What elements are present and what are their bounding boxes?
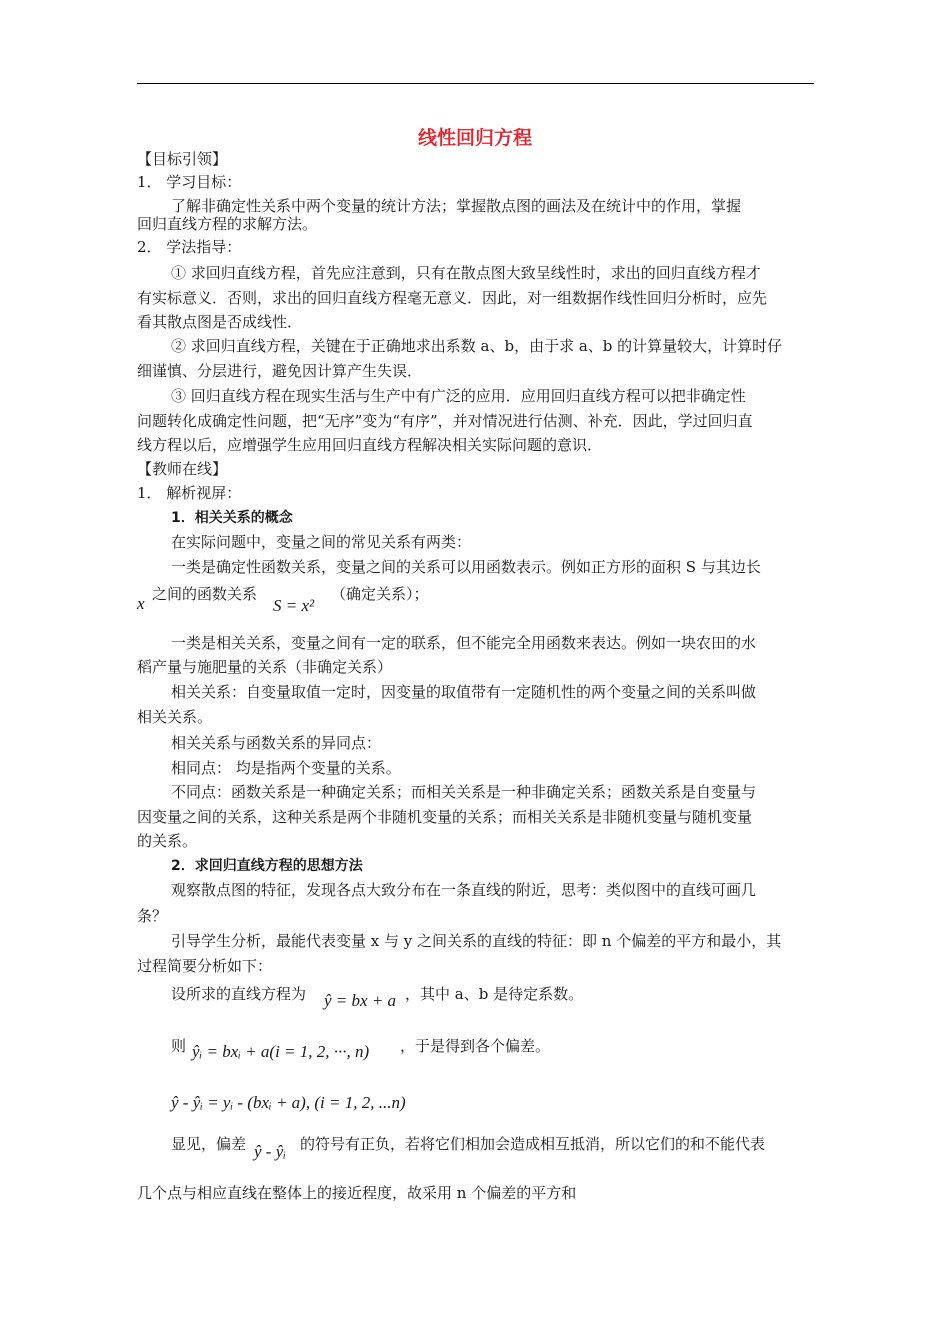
paragraph: 相关关系。 <box>137 708 213 726</box>
paragraph: 设所求的直线方程为 <box>171 985 307 1003</box>
paragraph: 问题转化成确定性问题，把“无序”变为“有序”，并对情况进行估测、补充．因此，学过回归直 <box>137 412 753 430</box>
heading-goals: 【目标引领】 <box>137 150 228 168</box>
paragraph: 回归直线方程的求解方法。 <box>137 215 318 233</box>
variable-x: x <box>137 594 145 613</box>
paragraph: 线方程以后，应增强学生应用回归直线方程解决相关实际问题的意识． <box>137 436 603 454</box>
paragraph: 一类是确定性函数关系，变量之间的关系可以用函数表示。例如正方形的面积 S 与其边长 <box>171 558 761 576</box>
subheading-correlation: 1．相关关系的概念 <box>171 510 293 526</box>
paragraph: 过程简要分析如下： <box>137 957 273 975</box>
paragraph: 相同点： 均是指两个变量的关系。 <box>171 759 401 777</box>
paragraph: 稻产量与施肥量的关系（非确定关系） <box>137 658 393 676</box>
header-rule <box>137 83 814 84</box>
paragraph: ① 求回归直线方程，首先应注意到，只有在散点图大致呈线性时，求出的回归直线方程才 <box>171 264 761 282</box>
paragraph: 之间的函数关系 <box>152 585 258 603</box>
subheading-regression-method: 2．求回归直线方程的思想方法 <box>171 858 363 874</box>
paragraph: 一类是相关关系，变量之间有一定的联系，但不能完全用函数来表达。例如一块农田的水 <box>171 634 757 652</box>
paragraph: ，于是得到各个偏差。 <box>400 1037 551 1055</box>
paragraph: ② 求回归直线方程，关键在于正确地求出系数 a、b，由于求 a、b 的计算量较大，计算时仔 <box>171 337 783 355</box>
paragraph: 引导学生分析，最能代表变量 x 与 y 之间关系的直线的特征：即 n 个偏差的平方和最小，其 <box>171 932 782 950</box>
paragraph: 有实标意义．否则，求出的回归直线方程毫无意义．因此，对一组数据作线性回归分析时，应先 <box>137 289 768 307</box>
section-learning-goals: 1． 学习目标： <box>137 173 242 191</box>
paragraph: 在实际问题中，变量之间的常见关系有两类： <box>171 533 472 551</box>
section-analysis: 1． 解析视屏： <box>137 484 242 502</box>
paragraph: 则 <box>171 1037 187 1055</box>
paragraph: ③ 回归直线方程在现实生活与生产中有广泛的应用．应用回归直线方程可以把非确定性 <box>171 387 746 405</box>
paragraph: 几个点与相应直线在整体上的接近程度，故采用 n 个偏差的平方和 <box>137 1184 577 1202</box>
formula-square-area: S = x² <box>273 596 315 615</box>
paragraph: 的关系。 <box>137 832 198 850</box>
paragraph: （确定关系）； <box>331 585 429 603</box>
paragraph: 因变量之间的关系，这种关系是两个非随机变量的关系；而相关关系是非随机变量与随机变量 <box>137 808 753 826</box>
paragraph: 相关关系：自变量取值一定时，因变量的取值带有一定随机性的两个变量之间的关系叫做 <box>171 683 757 701</box>
heading-teacher-online: 【教师在线】 <box>137 460 228 478</box>
formula-regression-line: ŷ = bx + a <box>324 991 397 1010</box>
formula-deviation: ŷ - ŷᵢ = yᵢ - (bxᵢ + a), (i = 1, 2, ...n) <box>171 1093 406 1112</box>
page-title: 线性回归方程 <box>417 127 532 149</box>
formula-deviation-short: ŷ - ŷᵢ <box>254 1142 286 1161</box>
paragraph: 的符号有正负，若将它们相加会造成相互抵消，所以它们的和不能代表 <box>300 1135 766 1153</box>
paragraph: 显见，偏差 <box>171 1135 247 1153</box>
paragraph: 观察散点图的特征，发现各点大致分布在一条直线的附近，思考：类似图中的直线可画几 <box>171 881 757 899</box>
paragraph: 相关关系与函数关系的异同点： <box>171 734 382 752</box>
paragraph: 不同点：函数关系是一种确定关系；而相关关系是一种非确定关系；函数关系是自变量与 <box>171 783 757 801</box>
paragraph: 细谨慎、分层进行，避免因计算产生失误． <box>137 362 423 380</box>
paragraph: 条？ <box>137 907 168 925</box>
section-method-guide: 2． 学法指导： <box>137 238 242 256</box>
paragraph: ，其中 a、b 是待定系数。 <box>405 985 584 1003</box>
paragraph: 了解非确定性关系中两个变量的统计方法；掌握散点图的画法及在统计中的作用，掌握 <box>171 197 742 215</box>
formula-fitted-values: ŷᵢ = bxᵢ + a(i = 1, 2, ···, n) <box>192 1042 370 1061</box>
paragraph: 看其散点图是否成线性． <box>137 313 303 331</box>
